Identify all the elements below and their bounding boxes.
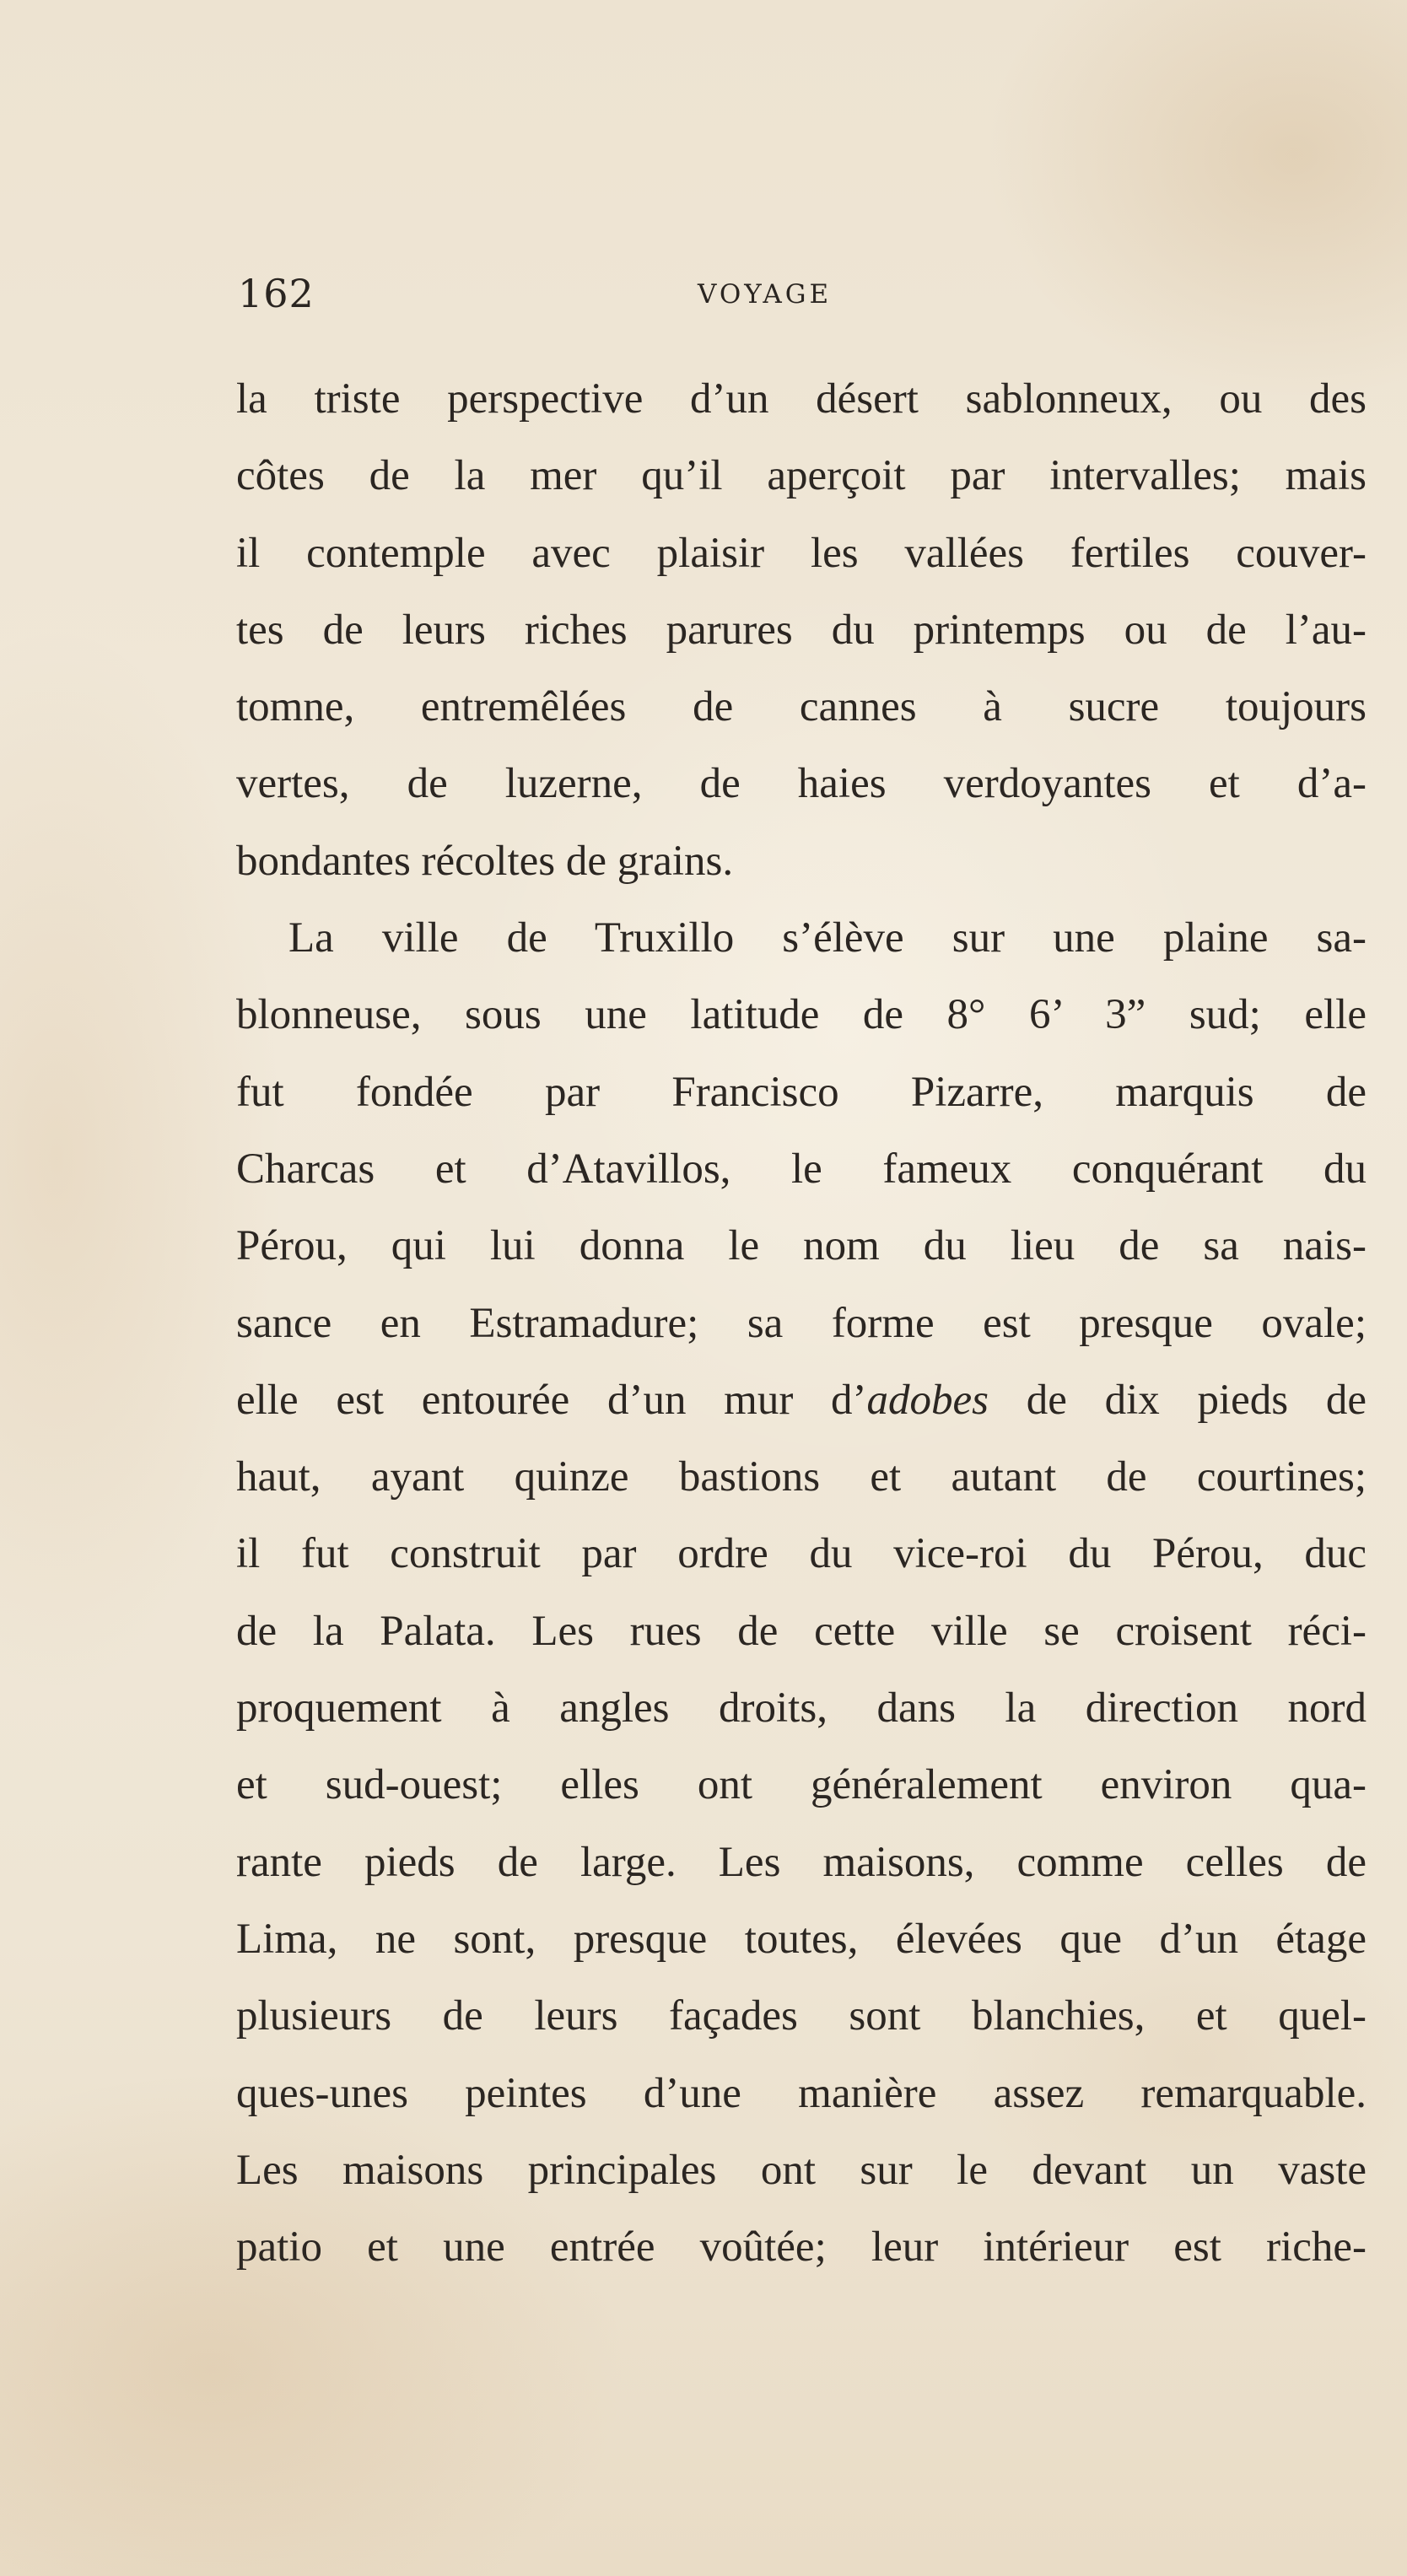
- text-line: blonneuse, sous une latitude de 8° 6’ 3” sud; elle: [236, 991, 1367, 1039]
- running-title: VOYAGE: [698, 279, 833, 310]
- running-head: [238, 268, 1360, 319]
- paragraph-start-line: La ville de Truxillo s’élève sur une plaine sa-: [288, 914, 1367, 962]
- text-line: tes de leurs riches parures du printemps ou de l’au-: [236, 606, 1367, 654]
- text-line: haut, ayant quinze bastions et autant de courtines;: [236, 1453, 1367, 1501]
- text-line: Les maisons principales ont sur le devant un vaste: [236, 2146, 1367, 2194]
- text-line: Pérou, qui lui donna le nom du lieu de sa nais-: [236, 1222, 1367, 1270]
- text-line: elle est entourée d’un mur d’adobes de dix pieds de: [236, 1376, 1367, 1424]
- text-line: et sud-ouest; elles ont généralement environ qua-: [236, 1761, 1367, 1809]
- text-line: tomne, entremêlées de cannes à sucre toujours: [236, 683, 1367, 731]
- text-line: proquement à angles droits, dans la direction nord: [236, 1684, 1367, 1733]
- text-line: il fut construit par ordre du vice-roi du Pérou, duc: [236, 1530, 1367, 1578]
- text-line: vertes, de luzerne, de haies verdoyantes et d’a-: [236, 760, 1367, 808]
- page-number: 162: [238, 271, 315, 316]
- text-line: Lima, ne sont, presque toutes, élevées que d’un étage: [236, 1915, 1367, 1963]
- text-line: il contemple avec plaisir les vallées fertiles couver-: [236, 529, 1367, 577]
- text-line: plusieurs de leurs façades sont blanchies, et quel-: [236, 1992, 1367, 2040]
- text-line: rante pieds de large. Les maisons, comme celles de: [236, 1838, 1367, 1886]
- text-line: sance en Estramadure; sa forme est presque ovale;: [236, 1299, 1367, 1347]
- paragraph-end-line: bondantes récoltes de grains.: [236, 837, 734, 885]
- body-text: [236, 361, 1367, 2286]
- text-line: côtes de la mer qu’il aperçoit par intervalles; mais: [236, 452, 1367, 500]
- text-line: de la Palata. Les rues de cette ville se croisent réci-: [236, 1607, 1367, 1655]
- text-line: fut fondée par Francisco Pizarre, marquis de: [236, 1068, 1367, 1116]
- text-line: Charcas et d’Atavillos, le fameux conquérant du: [236, 1145, 1367, 1193]
- text-line: ques-unes peintes d’une manière assez remarquable.: [236, 2069, 1367, 2117]
- text-line: la triste perspective d’un désert sablonneux, ou des: [236, 375, 1367, 423]
- text-line: patio et une entrée voûtée; leur intérieur est riche-: [236, 2223, 1367, 2272]
- italic-word: adobes: [866, 1376, 989, 1424]
